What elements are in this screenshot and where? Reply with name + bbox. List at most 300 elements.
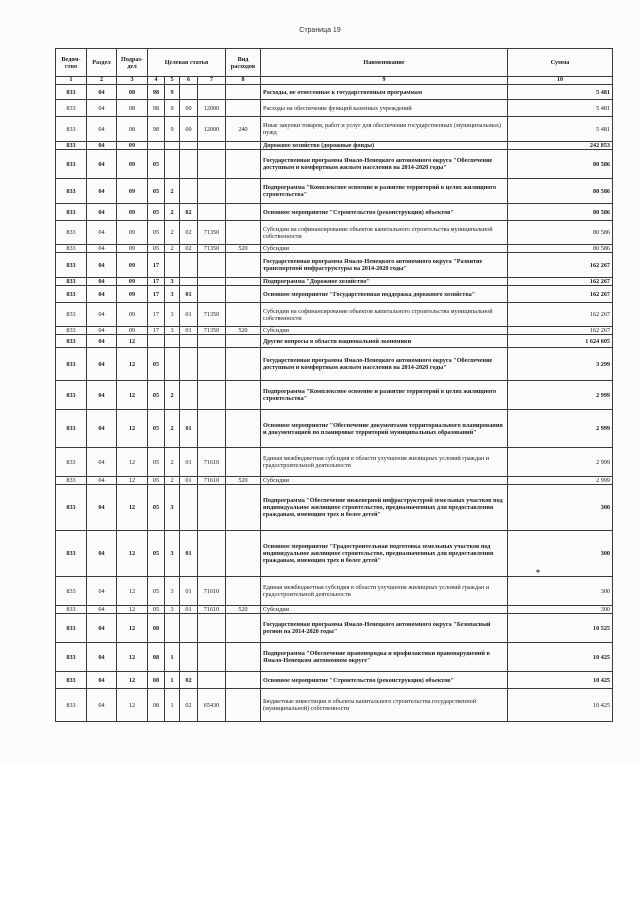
column-index-cell: 9 xyxy=(261,77,508,85)
cell-cs-direction xyxy=(198,614,226,643)
cell-cs-direction xyxy=(198,85,226,100)
cell-summa: 162 267 xyxy=(508,327,613,335)
cell-cs-direction: 71350 xyxy=(198,303,226,327)
cell-razdel: 04 xyxy=(87,245,117,253)
cell-cs-program: 98 xyxy=(148,85,165,100)
cell-razdel: 04 xyxy=(87,335,117,348)
cell-vedomstvo: 833 xyxy=(56,577,87,606)
header-podrazdel: Подраз-дел xyxy=(117,49,148,77)
cell-naimenovanie: Государственная программа Ямало-Ненецкого автономного округа "Развитие транспортной инфраструктуры на 2014-2020 годы" xyxy=(261,253,508,278)
table-row xyxy=(56,689,613,722)
cell-vid-rashodov xyxy=(226,614,261,643)
cell-cs-program: 05 xyxy=(148,606,165,614)
cell-cs-program xyxy=(148,335,165,348)
cell-podrazdel: 12 xyxy=(117,689,148,722)
header-razdel: Раздел xyxy=(87,49,117,77)
cell-razdel: 04 xyxy=(87,150,117,179)
cell-vedomstvo: 833 xyxy=(56,410,87,448)
cell-vid-rashodov xyxy=(226,142,261,150)
cell-cs-direction: 71350 xyxy=(198,221,226,245)
cell-cs-program: 05 xyxy=(148,221,165,245)
cell-naimenovanie: Расходы, не отнесенные к государственным программам xyxy=(261,85,508,100)
cell-cs-direction: 12000 xyxy=(198,100,226,117)
cell-vedomstvo: 833 xyxy=(56,614,87,643)
cell-naimenovanie: Основное мероприятие "Строительство (реконструкция) объектов" xyxy=(261,672,508,689)
cell-naimenovanie: Другие вопросы в области национальной экономики xyxy=(261,335,508,348)
header-naimenovanie: Наименование xyxy=(261,49,508,77)
cell-podrazdel: 12 xyxy=(117,614,148,643)
table-row xyxy=(56,485,613,531)
table-row xyxy=(56,335,613,348)
cell-cs-direction xyxy=(198,335,226,348)
cell-podrazdel: 12 xyxy=(117,448,148,477)
table-row xyxy=(56,245,613,253)
cell-cs-subprogram: 2 xyxy=(165,245,180,253)
cell-cs-subprogram: 2 xyxy=(165,410,180,448)
table-row xyxy=(56,614,613,643)
cell-cs-event xyxy=(180,614,198,643)
cell-summa: 5 481 xyxy=(508,85,613,100)
cell-cs-event xyxy=(180,335,198,348)
cell-vedomstvo: 833 xyxy=(56,286,87,303)
cell-cs-subprogram xyxy=(165,348,180,381)
cell-razdel: 04 xyxy=(87,531,117,577)
cell-razdel: 04 xyxy=(87,221,117,245)
cell-naimenovanie: Субсидии xyxy=(261,245,508,253)
cell-naimenovanie: Единая межбюджетная субсидия в области улучшения жилищных условий граждан и градостроительной деятельности xyxy=(261,577,508,606)
cell-cs-program: 08 xyxy=(148,614,165,643)
cell-cs-subprogram: 3 xyxy=(165,606,180,614)
cell-cs-event xyxy=(180,643,198,672)
cell-cs-direction xyxy=(198,142,226,150)
cell-cs-event xyxy=(180,348,198,381)
cell-cs-event: 01 xyxy=(180,327,198,335)
cell-podrazdel: 08 xyxy=(117,100,148,117)
cell-vid-rashodov xyxy=(226,577,261,606)
cell-cs-subprogram: 3 xyxy=(165,485,180,531)
cell-summa: 162 267 xyxy=(508,278,613,286)
cell-vid-rashodov xyxy=(226,381,261,410)
cell-razdel: 04 xyxy=(87,485,117,531)
cell-cs-program: 05 xyxy=(148,179,165,204)
cell-vedomstvo: 833 xyxy=(56,335,87,348)
cell-cs-event: 01 xyxy=(180,410,198,448)
cell-podrazdel: 09 xyxy=(117,286,148,303)
cell-summa: 80 586 xyxy=(508,221,613,245)
cell-cs-direction xyxy=(198,672,226,689)
cell-summa: 80 586 xyxy=(508,150,613,179)
cell-cs-program: 05 xyxy=(148,410,165,448)
cell-cs-event: 01 xyxy=(180,606,198,614)
cell-vid-rashodov xyxy=(226,286,261,303)
column-index-row xyxy=(56,77,613,85)
table-row xyxy=(56,278,613,286)
cell-cs-direction: 65430 xyxy=(198,689,226,722)
cell-cs-program: 17 xyxy=(148,253,165,278)
cell-vid-rashodov xyxy=(226,278,261,286)
table-row xyxy=(56,577,613,606)
cell-podrazdel: 12 xyxy=(117,348,148,381)
cell-razdel: 04 xyxy=(87,606,117,614)
cell-summa: 2 999 xyxy=(508,477,613,485)
cell-summa: 80 586 xyxy=(508,179,613,204)
table-row xyxy=(56,85,613,100)
cell-cs-program: 05 xyxy=(148,348,165,381)
header-row xyxy=(56,49,613,77)
cell-cs-direction: 71610 xyxy=(198,477,226,485)
cell-razdel: 04 xyxy=(87,381,117,410)
cell-cs-program: 05 xyxy=(148,485,165,531)
cell-podrazdel: 09 xyxy=(117,245,148,253)
cell-vedomstvo: 833 xyxy=(56,531,87,577)
cell-cs-subprogram: 2 xyxy=(165,221,180,245)
cell-cs-event: 00 xyxy=(180,100,198,117)
cell-summa: 10 525 xyxy=(508,614,613,643)
cell-vedomstvo: 833 xyxy=(56,477,87,485)
cell-razdel: 04 xyxy=(87,348,117,381)
cell-summa: 242 853 xyxy=(508,142,613,150)
cell-cs-event: 02 xyxy=(180,689,198,722)
header-vid-rashodov: Вид расходов xyxy=(226,49,261,77)
cell-vid-rashodov: 520 xyxy=(226,477,261,485)
cell-podrazdel: 09 xyxy=(117,204,148,221)
table-row xyxy=(56,142,613,150)
cell-vid-rashodov xyxy=(226,179,261,204)
cell-summa: 300 xyxy=(508,485,613,531)
table-row xyxy=(56,100,613,117)
column-index-cell: 10 xyxy=(508,77,613,85)
cell-vedomstvo: 833 xyxy=(56,485,87,531)
table-row xyxy=(56,643,613,672)
cell-vedomstvo: 833 xyxy=(56,117,87,142)
table-row xyxy=(56,672,613,689)
cell-vid-rashodov: 520 xyxy=(226,327,261,335)
cell-podrazdel: 09 xyxy=(117,150,148,179)
cell-naimenovanie: Единая межбюджетная субсидия в области улучшения жилищных условий граждан и градостроительной деятельности xyxy=(261,448,508,477)
cell-cs-subprogram xyxy=(165,142,180,150)
cell-cs-event: 02 xyxy=(180,204,198,221)
cell-podrazdel: 09 xyxy=(117,327,148,335)
table-row xyxy=(56,531,613,577)
cell-podrazdel: 09 xyxy=(117,142,148,150)
cell-podrazdel: 09 xyxy=(117,221,148,245)
cell-cs-subprogram: 2 xyxy=(165,204,180,221)
cell-naimenovanie: Бюджетные инвестиции в объекты капитального строительства государственной (муниципальной) собственности xyxy=(261,689,508,722)
cell-naimenovanie: Подпрограмма "Обеспечение правопорядка и профилактики правонарушений в Ямало-Ненецком автономном округе" xyxy=(261,643,508,672)
cell-vid-rashodov xyxy=(226,348,261,381)
column-index-cell: 3 xyxy=(117,77,148,85)
cell-cs-event xyxy=(180,179,198,204)
cell-cs-subprogram: 1 xyxy=(165,643,180,672)
cell-podrazdel: 12 xyxy=(117,606,148,614)
cell-naimenovanie: Государственная программа Ямало-Ненецкого автономного округа "Обеспечение доступным и комфортным жильем населения на 2014-2020 годы" xyxy=(261,150,508,179)
cell-cs-event xyxy=(180,278,198,286)
cell-podrazdel: 09 xyxy=(117,253,148,278)
column-index-cell: 6 xyxy=(180,77,198,85)
cell-razdel: 04 xyxy=(87,410,117,448)
cell-vedomstvo: 833 xyxy=(56,221,87,245)
cell-vedomstvo: 833 xyxy=(56,245,87,253)
cell-cs-direction xyxy=(198,531,226,577)
cell-vid-rashodov xyxy=(226,221,261,245)
table-row xyxy=(56,150,613,179)
cell-cs-direction xyxy=(198,179,226,204)
cell-cs-event xyxy=(180,381,198,410)
table-row xyxy=(56,204,613,221)
table-row xyxy=(56,221,613,245)
cell-cs-direction xyxy=(198,643,226,672)
cell-cs-direction xyxy=(198,278,226,286)
cell-cs-direction xyxy=(198,286,226,303)
table-row xyxy=(56,348,613,381)
cell-razdel: 04 xyxy=(87,327,117,335)
header-celevaya-statya: Целевая статья xyxy=(148,49,226,77)
cell-vid-rashodov xyxy=(226,410,261,448)
cell-cs-program xyxy=(148,142,165,150)
cell-cs-subprogram: 9 xyxy=(165,85,180,100)
cell-vedomstvo: 833 xyxy=(56,253,87,278)
cell-cs-subprogram: 2 xyxy=(165,381,180,410)
cell-cs-subprogram xyxy=(165,253,180,278)
cell-summa: 10 425 xyxy=(508,672,613,689)
cell-naimenovanie: Основное мероприятие "Строительство (реконструкция) объектов" xyxy=(261,204,508,221)
cell-cs-program: 05 xyxy=(148,245,165,253)
cell-summa: 5 481 xyxy=(508,117,613,142)
table-body xyxy=(56,85,613,722)
cell-cs-program: 08 xyxy=(148,643,165,672)
cell-razdel: 04 xyxy=(87,117,117,142)
cell-podrazdel: 12 xyxy=(117,643,148,672)
cell-naimenovanie: Подпрограмма "Обеспечение инженерной инфраструктурой земельных участков под индивидуальное жилищное строительство, предназначенных для предоставления гражданам, имеющим трех и более детей" xyxy=(261,485,508,531)
cell-cs-event: 02 xyxy=(180,672,198,689)
cell-cs-program: 17 xyxy=(148,303,165,327)
cell-cs-subprogram: 1 xyxy=(165,689,180,722)
cell-razdel: 04 xyxy=(87,643,117,672)
cell-cs-subprogram: 2 xyxy=(165,448,180,477)
cell-cs-subprogram: 3 xyxy=(165,531,180,577)
cell-cs-program: 05 xyxy=(148,477,165,485)
cell-cs-subprogram: 3 xyxy=(165,286,180,303)
cell-podrazdel: 12 xyxy=(117,477,148,485)
cell-cs-direction: 71610 xyxy=(198,448,226,477)
cell-cs-direction: 71610 xyxy=(198,577,226,606)
cell-razdel: 04 xyxy=(87,204,117,221)
cell-summa: 300 xyxy=(508,531,613,577)
cell-naimenovanie: Подпрограмма "Комплексное освоение и развитие территорий в целях жилищного строительства" xyxy=(261,179,508,204)
cell-vedomstvo: 833 xyxy=(56,278,87,286)
cell-cs-event xyxy=(180,150,198,179)
cell-vid-rashodov: 520 xyxy=(226,245,261,253)
cell-podrazdel: 12 xyxy=(117,577,148,606)
cell-naimenovanie: Государственная программа Ямало-Ненецкого автономного округа "Безопасный регион на 2014-2020 годы" xyxy=(261,614,508,643)
cell-cs-program: 17 xyxy=(148,327,165,335)
table-row xyxy=(56,381,613,410)
header-vedomstvo: Ведом-ство xyxy=(56,49,87,77)
cell-razdel: 04 xyxy=(87,448,117,477)
cell-cs-event: 01 xyxy=(180,477,198,485)
cell-cs-event: 02 xyxy=(180,245,198,253)
cell-cs-program: 08 xyxy=(148,672,165,689)
cell-podrazdel: 09 xyxy=(117,179,148,204)
cell-cs-event xyxy=(180,485,198,531)
cell-vedomstvo: 833 xyxy=(56,606,87,614)
cell-razdel: 04 xyxy=(87,278,117,286)
cell-cs-direction xyxy=(198,348,226,381)
cell-vid-rashodov xyxy=(226,485,261,531)
cell-podrazdel: 09 xyxy=(117,278,148,286)
cell-cs-event: 02 xyxy=(180,221,198,245)
cell-cs-program: 98 xyxy=(148,117,165,142)
cell-cs-direction xyxy=(198,410,226,448)
table-row xyxy=(56,327,613,335)
cell-cs-subprogram: 3 xyxy=(165,327,180,335)
cell-cs-direction xyxy=(198,381,226,410)
cell-vedomstvo: 833 xyxy=(56,85,87,100)
cell-vedomstvo: 833 xyxy=(56,327,87,335)
cell-summa: 162 267 xyxy=(508,303,613,327)
cell-cs-program: 05 xyxy=(148,381,165,410)
cell-razdel: 04 xyxy=(87,689,117,722)
cell-summa: 1 624 605 xyxy=(508,335,613,348)
cell-summa: 300 xyxy=(508,606,613,614)
cell-vedomstvo: 833 xyxy=(56,672,87,689)
cell-podrazdel: 12 xyxy=(117,531,148,577)
cell-vedomstvo: 833 xyxy=(56,204,87,221)
cell-vid-rashodov xyxy=(226,204,261,221)
cell-cs-direction xyxy=(198,485,226,531)
cell-summa: 300 xyxy=(508,577,613,606)
table-row xyxy=(56,253,613,278)
cell-naimenovanie: Подпрограмма "Комплексное освоение и развитие территорий в целях жилищного строительства" xyxy=(261,381,508,410)
cell-naimenovanie: Субсидии на софинансирование объектов капитального строительства муниципальной собственности xyxy=(261,221,508,245)
cell-naimenovanie: Субсидии на софинансирование объектов капитального строительства муниципальной собственности xyxy=(261,303,508,327)
cell-podrazdel: 08 xyxy=(117,117,148,142)
cell-naimenovanie: Основное мероприятие "Государственная поддержка дорожного хозяйства" xyxy=(261,286,508,303)
header-summa: Сумма xyxy=(508,49,613,77)
cell-summa: 80 586 xyxy=(508,245,613,253)
cell-cs-event xyxy=(180,85,198,100)
cell-summa: 5 481 xyxy=(508,100,613,117)
cell-cs-subprogram: 2 xyxy=(165,179,180,204)
cell-summa: 162 267 xyxy=(508,286,613,303)
cell-cs-program: 08 xyxy=(148,689,165,722)
cell-cs-subprogram: 3 xyxy=(165,577,180,606)
cell-vedomstvo: 833 xyxy=(56,689,87,722)
cell-cs-program: 17 xyxy=(148,278,165,286)
cell-vedomstvo: 833 xyxy=(56,100,87,117)
cell-vid-rashodov xyxy=(226,303,261,327)
cell-cs-program: 05 xyxy=(148,448,165,477)
cell-vid-rashodov xyxy=(226,253,261,278)
cell-podrazdel: 12 xyxy=(117,381,148,410)
cell-cs-program: 05 xyxy=(148,204,165,221)
cell-cs-direction xyxy=(198,150,226,179)
cell-summa: 10 425 xyxy=(508,689,613,722)
cell-summa: 2 999 xyxy=(508,448,613,477)
cell-vedomstvo: 833 xyxy=(56,150,87,179)
cell-naimenovanie: Субсидии xyxy=(261,327,508,335)
cell-cs-event: 01 xyxy=(180,577,198,606)
column-index-cell: 1 xyxy=(56,77,87,85)
cell-podrazdel: 12 xyxy=(117,485,148,531)
cell-razdel: 04 xyxy=(87,477,117,485)
column-index-cell: 5 xyxy=(165,77,180,85)
cell-vid-rashodov: 520 xyxy=(226,606,261,614)
cell-cs-subprogram xyxy=(165,614,180,643)
cell-razdel: 04 xyxy=(87,179,117,204)
cell-summa: 80 586 xyxy=(508,204,613,221)
cell-naimenovanie: Субсидии xyxy=(261,477,508,485)
cell-naimenovanie: Основное мероприятие "Градостроительная подготовка земельных участков под индивидуальное жилищное строительство, предназначенных для предоставления гражданам, имеющим трех и более детей" xyxy=(261,531,508,577)
cell-naimenovanie: Основное мероприятие "Обеспечение документами территориального планирования и документацией по планировке территорий муниципальных образований" xyxy=(261,410,508,448)
cell-cs-event: 01 xyxy=(180,303,198,327)
cell-cs-event: 01 xyxy=(180,286,198,303)
cell-vid-rashodov xyxy=(226,85,261,100)
cell-vid-rashodov xyxy=(226,531,261,577)
budget-table xyxy=(55,48,613,722)
table-row xyxy=(56,606,613,614)
cell-cs-event: 01 xyxy=(180,531,198,577)
cell-podrazdel: 12 xyxy=(117,335,148,348)
cell-naimenovanie: Подпрограмма "Дорожное хозяйство" xyxy=(261,278,508,286)
cell-cs-direction xyxy=(198,204,226,221)
table-row xyxy=(56,117,613,142)
cell-cs-event: 01 xyxy=(180,448,198,477)
column-index-cell: 4 xyxy=(148,77,165,85)
cell-razdel: 04 xyxy=(87,672,117,689)
cell-vid-rashodov xyxy=(226,643,261,672)
cell-summa: 162 267 xyxy=(508,253,613,278)
cell-vid-rashodov xyxy=(226,335,261,348)
cell-cs-direction: 71610 xyxy=(198,606,226,614)
cell-vid-rashodov: 240 xyxy=(226,117,261,142)
cell-vedomstvo: 833 xyxy=(56,179,87,204)
cell-vid-rashodov xyxy=(226,100,261,117)
margin-mark: * xyxy=(536,568,540,577)
cell-cs-subprogram: 1 xyxy=(165,672,180,689)
cell-podrazdel: 08 xyxy=(117,85,148,100)
cell-summa: 2 999 xyxy=(508,381,613,410)
cell-vedomstvo: 833 xyxy=(56,348,87,381)
cell-vedomstvo: 833 xyxy=(56,303,87,327)
table-row xyxy=(56,303,613,327)
cell-razdel: 04 xyxy=(87,286,117,303)
cell-razdel: 04 xyxy=(87,142,117,150)
cell-vedomstvo: 833 xyxy=(56,643,87,672)
cell-cs-direction: 71350 xyxy=(198,327,226,335)
cell-cs-subprogram: 9 xyxy=(165,100,180,117)
table-row xyxy=(56,286,613,303)
cell-summa: 3 299 xyxy=(508,348,613,381)
cell-cs-program: 17 xyxy=(148,286,165,303)
cell-razdel: 04 xyxy=(87,100,117,117)
cell-vid-rashodov xyxy=(226,689,261,722)
cell-cs-subprogram xyxy=(165,335,180,348)
cell-cs-direction xyxy=(198,253,226,278)
table-row xyxy=(56,179,613,204)
cell-razdel: 04 xyxy=(87,303,117,327)
cell-cs-program: 05 xyxy=(148,531,165,577)
cell-vedomstvo: 833 xyxy=(56,142,87,150)
cell-cs-direction: 12000 xyxy=(198,117,226,142)
cell-podrazdel: 12 xyxy=(117,672,148,689)
cell-cs-subprogram: 3 xyxy=(165,303,180,327)
cell-cs-subprogram: 9 xyxy=(165,117,180,142)
cell-cs-event: 00 xyxy=(180,117,198,142)
cell-cs-subprogram: 3 xyxy=(165,278,180,286)
cell-naimenovanie: Государственная программа Ямало-Ненецкого автономного округа "Обеспечение доступным и комфортным жильем населения на 2014-2020 годы" xyxy=(261,348,508,381)
cell-naimenovanie: Субсидии xyxy=(261,606,508,614)
